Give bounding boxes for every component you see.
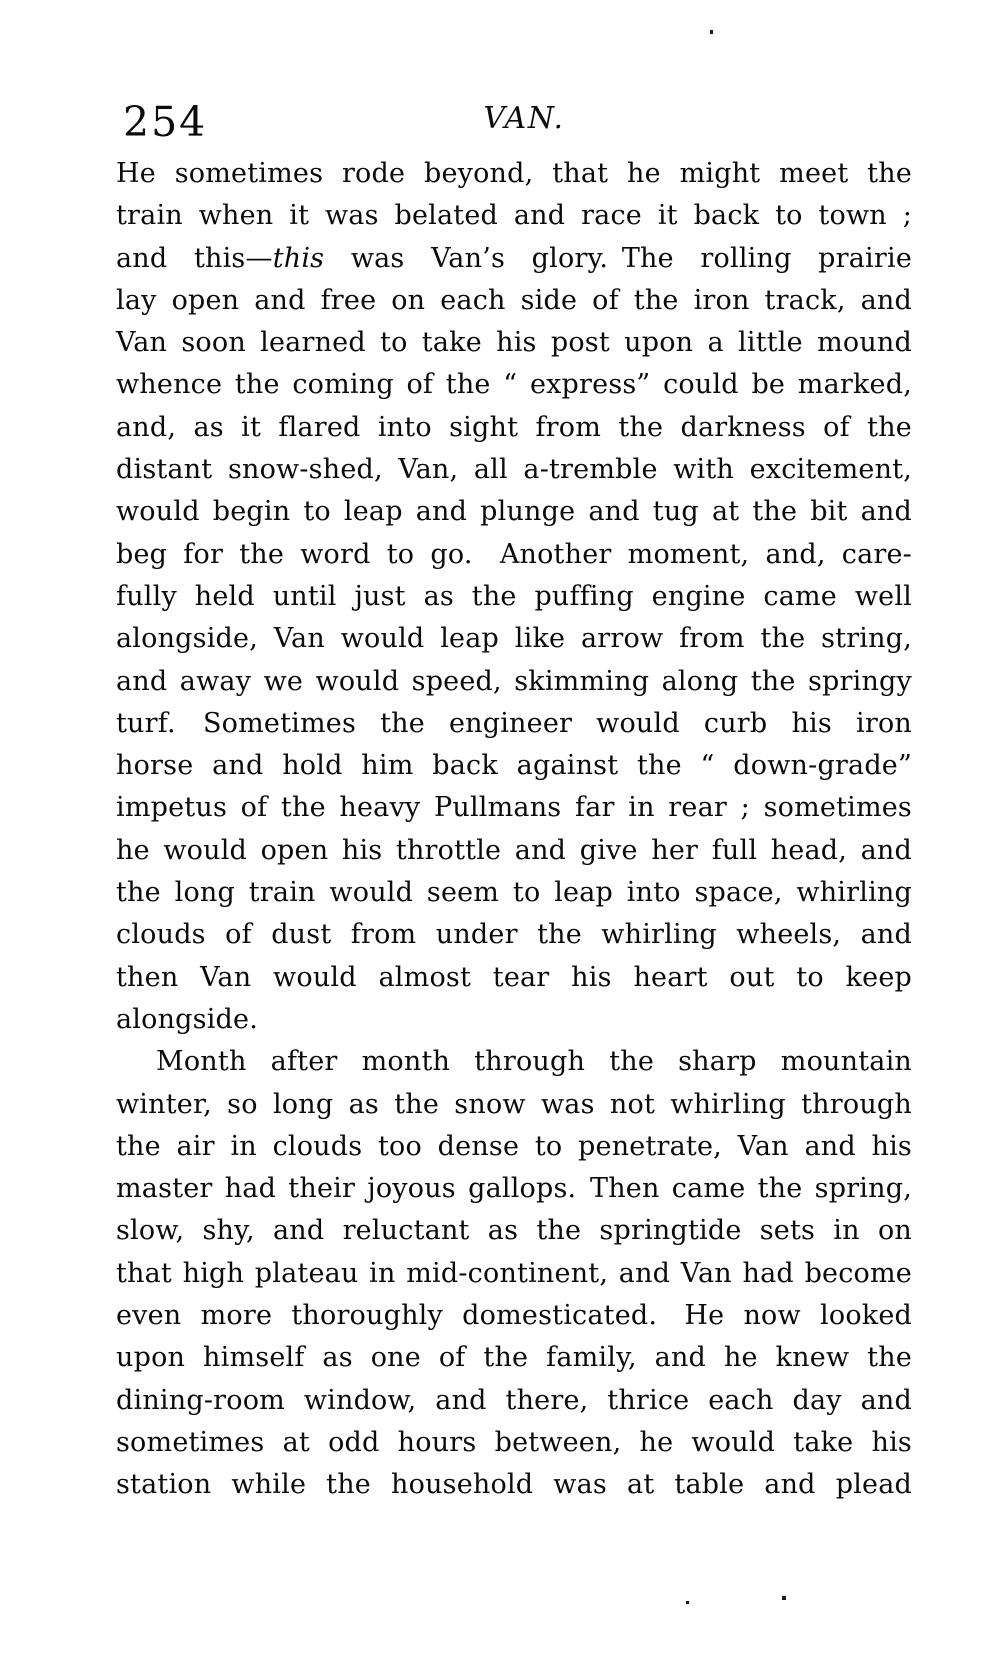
text-line: He sometimes rode beyond, that he might meet the [116,158,912,189]
text-line: dining-room window, and there, thrice each day and [116,1384,912,1416]
paragraph-1 [116,153,912,1041]
text-line: that high plateau in mid-continent, and Van had become [116,1257,912,1289]
text-line: master had their joyous gallops. Then came the spring, [116,1173,912,1205]
text-line: winter, so long as the snow was not whirling through [116,1088,912,1120]
scan-speck [686,1601,689,1604]
text-line: Month after month through the sharp mountain [156,1046,912,1078]
scan-speck [710,30,713,34]
scan-speck [782,1596,786,1600]
text-line: he would open his throttle and give her full head, and [116,834,912,866]
text-line: the long train would seem to leap into space, whirling [116,877,912,909]
text-line [116,238,912,280]
text-line: then Van would almost tear his heart out to keep [116,961,912,993]
text-line: and, as it flared into sight from the darkness of the [116,411,912,443]
page-number: 254 [123,98,208,146]
text-line: fully held until just as the puffing engine came well [116,580,912,612]
text-line: upon himself as one of the family, and he knew the [116,1342,912,1374]
text-line: sometimes at odd hours between, he would take his [116,1426,912,1458]
text-line: and away we would speed, skimming along the springy [116,665,912,697]
text-line: lay open and free on each side of the iron track, and [116,284,912,316]
running-title: VAN. [483,101,565,136]
text-line: the air in clouds too dense to penetrate, Van and his [116,1130,912,1162]
text-line: alongside. [116,1003,258,1035]
text-line: whence the coming of the “ express” could be marked, [116,369,912,401]
text-line: alongside, Van would leap like arrow from the string, [116,623,912,655]
text-line: horse and hold him back against the “ down-grade” [116,750,912,782]
text-line: clouds of dust from under the whirling wheels, and [116,919,912,951]
paragraph-2 [116,1041,912,1506]
text-line: distant snow-shed, Van, all a-tremble with excitement, [116,454,912,486]
text-line: train when it was belated and race it back to town ; [116,200,912,232]
page-body [116,153,912,1507]
text-line: station while the household was at table and plead [116,1469,912,1501]
text-line: slow, shy, and reluctant as the springtide sets in on [116,1215,912,1247]
text-segment: was Van’s glory. The rolling prairie [324,242,912,274]
text-line: even more thoroughly domesticated. He now looked [116,1300,912,1332]
text-line: turf. Sometimes the engineer would curb his iron [116,707,912,739]
text-segment-italic: this [272,242,325,274]
text-line: Van soon learned to take his post upon a little mound [116,327,912,359]
text-line: would begin to leap and plunge and tug at the bit and [116,496,912,528]
text-line: beg for the word to go. Another moment, and, care- [116,538,912,570]
text-line: impetus of the heavy Pullmans far in rear ; sometimes [116,792,912,824]
text-segment: and this— [116,242,273,274]
